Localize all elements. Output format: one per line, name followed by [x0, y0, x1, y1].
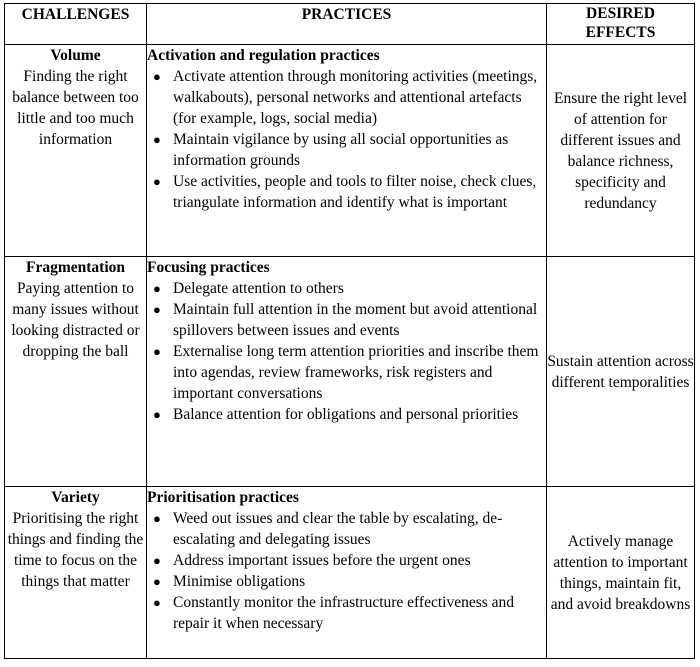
practice-item [153, 299, 546, 341]
bullet-icon: ● [153, 281, 161, 296]
table-row [5, 257, 695, 487]
table-row [5, 487, 695, 659]
challenge-description: Prioritising the right things and finding the time to focus on the things that matter [7, 510, 144, 590]
practice-text: Weed out issues and clear the table by escalating, de-escalating and delegating issues [173, 510, 503, 548]
table-row [5, 45, 695, 257]
practice-item [153, 404, 546, 425]
practice-item [153, 550, 546, 571]
challenge-cell [5, 487, 147, 659]
practices-cell [147, 45, 547, 257]
challenge-description: Finding the right balance between too little and too much information [12, 68, 139, 148]
practice-text: Maintain full attention in the moment but avoid attentional spillovers between issues and events [173, 301, 538, 339]
bullet-icon: ● [153, 344, 161, 359]
practice-list [147, 508, 546, 634]
bullet-icon: ● [153, 574, 161, 589]
challenge-cell [5, 45, 147, 257]
practice-list [147, 278, 546, 425]
practice-text: Externalise long term attention priorities and inscribe them into agendas, review frameworks, risk registers and important conversations [173, 343, 539, 402]
desired-effect-cell: Ensure the right level of attention for different issues and balance richness, specificity and redundancy [547, 45, 695, 257]
bullet-icon: ● [153, 595, 161, 610]
practice-text: Constantly monitor the infrastructure effectiveness and repair it when necessary [173, 594, 515, 632]
practice-item [153, 278, 546, 299]
practices-cell [147, 257, 547, 487]
practice-item [153, 129, 546, 171]
header-challenges: CHALLENGES [5, 4, 147, 45]
practice-text: Delegate attention to others [173, 280, 344, 297]
practice-text: Activate attention through monitoring activities (meetings, walkabouts), personal networks and attentional artefacts (for example, logs, social media) [173, 68, 538, 127]
header-effects-line1: DESIRED [586, 5, 655, 22]
practice-group-title: Prioritisation practices [147, 489, 299, 506]
bullet-icon: ● [153, 69, 161, 84]
practice-item [153, 592, 546, 634]
practice-item [153, 341, 546, 404]
challenge-cell [5, 257, 147, 487]
bullet-icon: ● [153, 174, 161, 189]
practice-text: Maintain vigilance by using all social opportunities as information grounds [173, 131, 509, 169]
practice-item [153, 171, 546, 213]
practice-text: Minimise obligations [173, 573, 306, 590]
practice-item [153, 66, 546, 129]
header-effects-line2: EFFECTS [585, 24, 656, 41]
practices-cell [147, 487, 547, 659]
desired-effect-cell: Actively manage attention to important things, maintain fit, and avoid breakdowns [547, 487, 695, 659]
bullet-icon: ● [153, 407, 161, 422]
practice-text: Balance attention for obligations and personal priorities [173, 406, 519, 423]
challenge-title: Variety [51, 489, 100, 506]
practice-text: Use activities, people and tools to filter noise, check clues, triangulate information and identify what is important [173, 173, 537, 211]
bullet-icon: ● [153, 511, 161, 526]
challenge-title: Fragmentation [25, 259, 125, 276]
practice-item [153, 508, 546, 550]
bullet-icon: ● [153, 302, 161, 317]
header-desired-effects [547, 4, 695, 45]
practice-item [153, 571, 546, 592]
challenges-practices-table [4, 3, 695, 659]
practice-group-title: Focusing practices [147, 259, 270, 276]
header-practices: PRACTICES [147, 4, 547, 45]
practice-list [147, 66, 546, 213]
header-row [5, 4, 695, 45]
bullet-icon: ● [153, 553, 161, 568]
practice-text: Address important issues before the urgent ones [173, 552, 471, 569]
challenge-description: Paying attention to many issues without looking distracted or dropping the ball [11, 280, 140, 360]
challenge-title: Volume [50, 47, 101, 64]
bullet-icon: ● [153, 132, 161, 147]
practice-group-title: Activation and regulation practices [147, 47, 380, 64]
desired-effect-cell: Sustain attention across different temporalities [547, 257, 695, 487]
